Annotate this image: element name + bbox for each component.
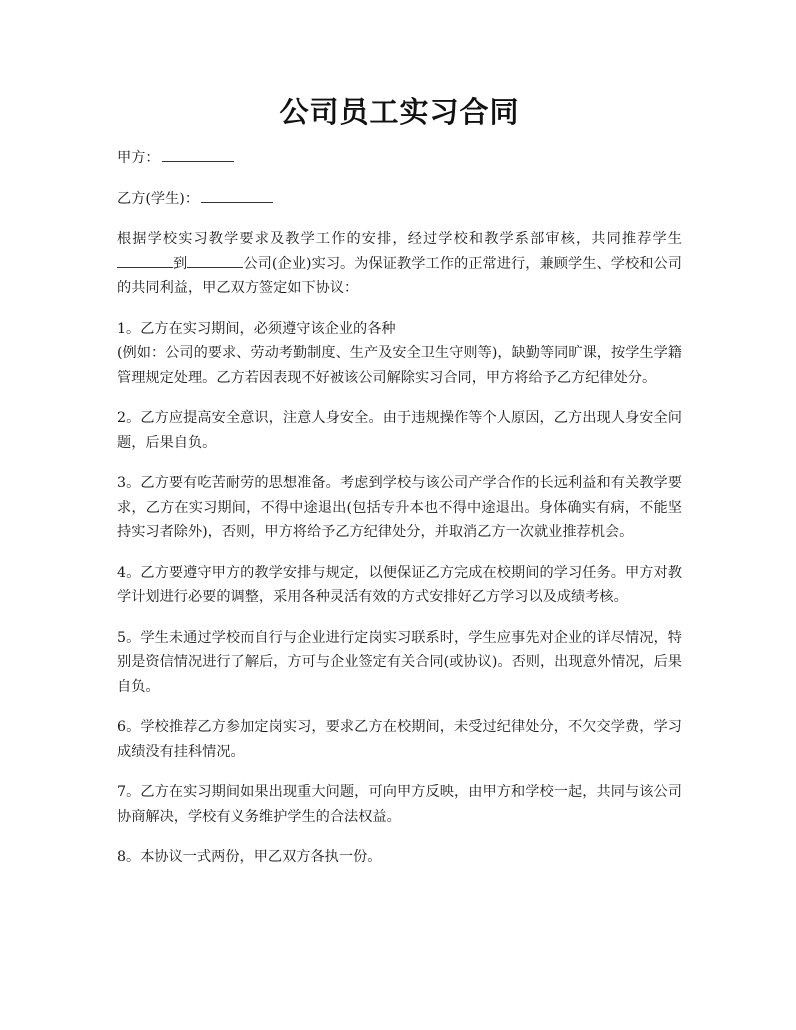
clause-6: 6。学校推荐乙方参加定岗实习，要求乙方在校期间，未受过纪律处分，不欠交学费，学习成绩没有挂科情况。 (117, 719, 682, 760)
intro-text-1: 根据学校实习教学要求及教学工作的安排，经过学校和教学系部审核，共同推荐学生 (117, 231, 682, 247)
intro-text-3: 公司(企业)实习。为保证教学工作的正常进行，兼顾学生、学校和公司的共同利益，甲乙双方签定如下协议： (117, 255, 682, 296)
document-body (117, 146, 682, 886)
clause-7: 7。乙方在实习期间如果出现重大问题，可向甲方反映，由甲方和学校一起，共同与该公司协商解决，学校有义务维护学生的合法权益。 (117, 784, 682, 825)
party-b-label: 乙方(学生)： (117, 190, 200, 207)
intro-paragraph (117, 227, 682, 301)
clause-5: 5。学生未通过学校而自行与企业进行定岗实习联系时，学生应事先对企业的详尽情况，特别是资信情况进行了解后，方可与企业签定有关合同(或协议)。否则，出现意外情况，后果自负。 (117, 629, 682, 695)
clause-8: 8。本协议一式两份，甲乙双方各执一份。 (117, 849, 382, 865)
party-b-line (117, 187, 682, 212)
company-blank (187, 253, 243, 268)
clause-1 (117, 317, 682, 391)
party-a-blank (162, 147, 234, 162)
student-blank (117, 253, 173, 268)
clause-1-first-line: 1。乙方在实习期间，必须遵守该企业的各种 (117, 320, 396, 337)
intro-text-2: 到 (173, 255, 188, 272)
party-a-line (117, 146, 682, 171)
party-a-label: 甲方： (117, 150, 160, 166)
document-title: 公司员工实习合同 (279, 95, 520, 129)
clause-2: 2。乙方应提高安全意识，注意人身安全。由于违规操作等个人原因，乙方出现人身安全问题，后果自负。 (117, 410, 682, 451)
clause-3: 3。乙方要有吃苦耐劳的思想准备。考虑到学校与该公司产学合作的长远利益和有关教学要求，乙方在实习期间，不得中途退出(包括专升本也不得中途退出。身体确实有病，不能坚持实习者除外)，否则，甲方将给予乙方纪律处分，并取消乙方一次就业推荐机会。 (117, 475, 682, 540)
clause-1-rest: (例如：公司的要求、劳动考勤制度、生产及安全卫生守则等)，缺勤等同旷课，按学生学籍管理规定处理。乙方若因表现不好被该公司解除实习合同，甲方将给予乙方纪律处分。 (117, 345, 682, 386)
party-b-blank (201, 188, 273, 203)
clause-4: 4。乙方要遵守甲方的教学安排与规定，以便保证乙方完成在校期间的学习任务。甲方对教学计划进行必要的调整，采用各种灵活有效的方式安排好乙方学习以及成绩考核。 (117, 564, 682, 605)
